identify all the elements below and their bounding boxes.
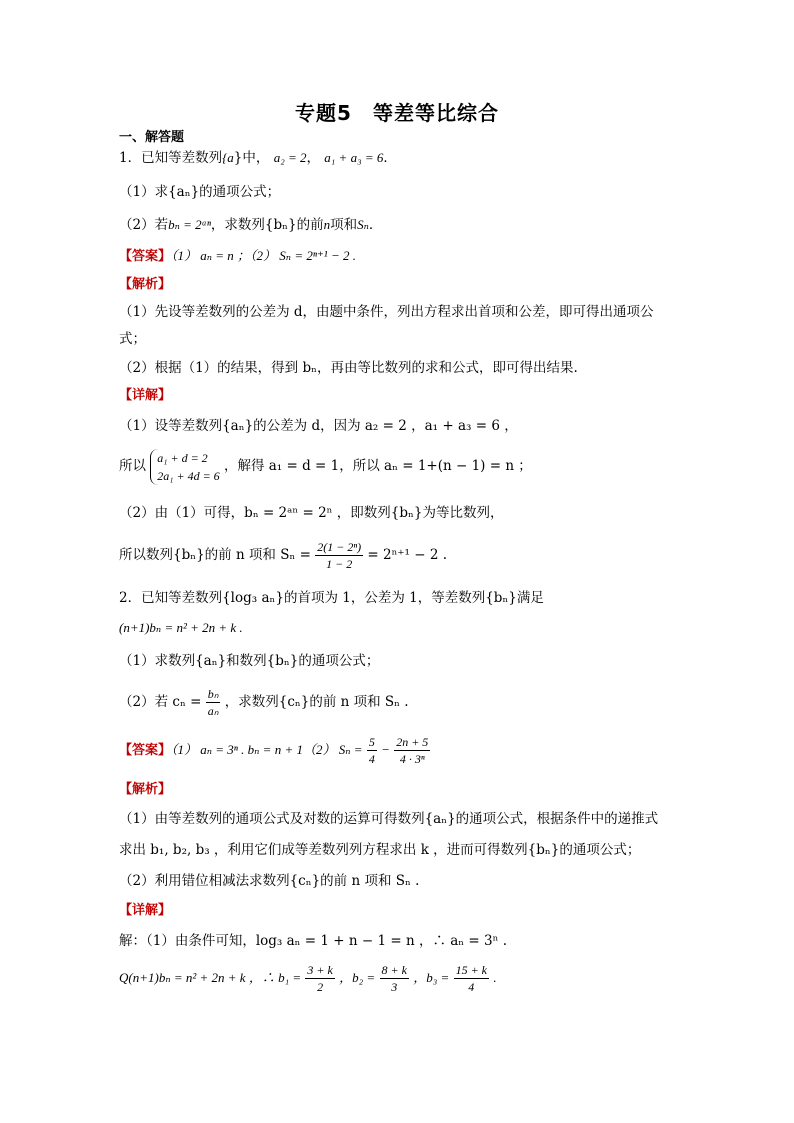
q1-part2-c: ，求数列{bₙ}的前: [210, 217, 324, 233]
q2-answer-tag: 【答案】: [119, 743, 172, 758]
q1-seq: {a: [222, 150, 234, 165]
q1-analysis-tag: 【解析】: [119, 277, 172, 292]
q2-analysis-2: （2）利用错位相减法求数列{cₙ}的前 n 项和 Sₙ .: [119, 873, 420, 889]
q1-detail-tag: 【详解】: [119, 388, 172, 403]
q1-detail-3: （2）由（1）可得，bₙ = 2ᵃⁿ = 2ⁿ ，即数列{bₙ}为等比数列，: [119, 505, 504, 521]
q1-part2-d: 项和: [330, 217, 358, 233]
ans-minus: −: [381, 742, 390, 757]
q1-detail-4: [119, 537, 447, 573]
b2-fraction-num: 8 + k: [381, 963, 407, 977]
sum-fraction-num: 2(1 − 2ⁿ): [317, 540, 362, 554]
page-title: 专题5 等差等比综合: [295, 101, 499, 125]
sum-fraction-den: 1 − 2: [326, 557, 353, 571]
q1-answer: [119, 246, 356, 267]
b1-fraction-num: 3 + k: [307, 963, 333, 977]
q2-detail-2-b: ，b₂ =: [339, 970, 376, 985]
q1-cond1: a₂ = 2: [273, 150, 307, 165]
q1-analysis-2: （2）根据（1）的结果，得到 bₙ，再由等比数列的求和公式，即可得出结果.: [119, 360, 578, 376]
q1-stem-text-b: }中，: [233, 150, 270, 166]
ans-fraction-1: [367, 734, 377, 767]
q2-part2: [119, 684, 409, 720]
equation-system: [150, 449, 219, 485]
ans-fraction-2-num: 2n + 5: [396, 735, 429, 749]
q2-stem-2: (n+1)bₙ = n² + 2n + k .: [119, 620, 243, 635]
q2-analysis-tag: 【解析】: [119, 782, 172, 797]
sum-fraction: [315, 539, 363, 572]
q1-detail-2-a: 所以: [119, 458, 146, 474]
q1-analysis-1b: 式；: [119, 331, 146, 347]
q2-part2-b: ，求数列{cₙ}的前 n 项和 Sₙ .: [224, 694, 409, 710]
b3-fraction: [454, 962, 489, 995]
q2-detail-2: [119, 960, 497, 996]
q1-part2: [119, 215, 382, 235]
q2-answer-a: （1） aₙ = 3ⁿ . bₙ = n + 1（2） Sₙ =: [171, 742, 363, 757]
q2-detail-2-a: Q(n+1)bₙ = n² + 2n + k ，∴ b₁ =: [119, 970, 302, 985]
q1-part1: （1）求{aₙ}的通项公式；: [119, 184, 281, 200]
q2-detail-2-c: ，b₃ =: [413, 970, 450, 985]
answer-tag: 【答案】: [119, 249, 172, 264]
q2-detail-tag: 【详解】: [119, 903, 172, 918]
ans-fraction-1-num: 5: [368, 735, 375, 749]
ans-fraction-1-den: 4: [368, 752, 375, 766]
q2-analysis-1: （1）由等差数列的通项公式及对数的运算可得数列{aₙ}的通项公式，根据条件中的递推式: [119, 811, 659, 827]
q1-detail-2-b: ，解得 a₁ = d = 1，所以 aₙ = 1+(n − 1) = n ；: [223, 458, 532, 474]
ans-fraction-2: [394, 734, 430, 767]
q2-detail-1: 解：（1）由条件可知，log₃ aₙ = 1 + n − 1 = n ，∴ aₙ = 3ⁿ .: [119, 933, 508, 949]
q2-analysis-1b: 求出 b₁, b₂, b₃ ，利用它们成等差数列列方程求出 k ，进而可得数列{bₙ}的通项公式；: [119, 842, 641, 858]
q1-part2-e: ．: [368, 217, 383, 233]
q2-part1: （1）求数列{aₙ}和数列{bₙ}的通项公式；: [119, 653, 380, 669]
q1-detail-1: （1）设等差数列{aₙ}的公差为 d，因为 a₂ = 2 ，a₁ + a₃ = 6 ，: [119, 418, 518, 434]
q2-detail-2-d: .: [493, 970, 497, 985]
q1-stem-end: ．: [383, 150, 397, 166]
ans-fraction-2-den: 4 · 3ⁿ: [399, 752, 425, 766]
q1-stem-text-a: 1．已知等差数列: [119, 150, 223, 166]
b3-fraction-num: 15 + k: [455, 963, 488, 977]
q1-sep: ，: [306, 150, 320, 166]
c-fraction: [206, 686, 221, 719]
q1-answer-text: （1） aₙ = n ；（2） Sₙ = 2ⁿ⁺¹ − 2 .: [171, 248, 356, 263]
q1-part2-n: n: [323, 217, 331, 232]
q1-detail-2: [119, 448, 532, 485]
q1-cond2: a₁ + a₃ = 6: [324, 150, 384, 165]
b2-fraction: [380, 962, 409, 995]
q1-part2-b: bₙ = 2ᵃⁿ: [168, 217, 211, 232]
section-heading: 一、解答题: [119, 130, 185, 145]
q1-part2-s: Sₙ: [357, 217, 369, 232]
q1-detail-4-b: = 2ⁿ⁺¹ − 2 .: [367, 547, 448, 563]
system-eq-1: a₁ + d = 2: [157, 450, 208, 465]
q2-part2-a: （2）若 cₙ =: [119, 694, 202, 710]
system-eq-2: 2a₁ + 4d = 6: [157, 468, 220, 483]
q1-part2-a: （2）若: [119, 217, 169, 233]
q1-detail-4-a: 所以数列{bₙ}的前 n 项和 Sₙ =: [119, 547, 311, 563]
c-fraction-num: bₙ: [207, 687, 219, 701]
c-fraction-den: aₙ: [207, 704, 219, 718]
b2-fraction-den: 3: [391, 980, 398, 994]
q2-answer: [119, 732, 430, 769]
b3-fraction-den: 4: [468, 980, 475, 994]
q2-stem: 2．已知等差数列{log₃ aₙ}的首项为 1，公差为 1，等差数列{bₙ}满足: [119, 590, 544, 606]
q1-analysis-1: （1）先设等差数列的公差为 d，由题中条件，列出方程求出首项和公差，即可得出通项公: [119, 304, 654, 320]
q1-stem: [119, 148, 397, 168]
b1-fraction: [305, 962, 334, 995]
b1-fraction-den: 2: [317, 980, 324, 994]
